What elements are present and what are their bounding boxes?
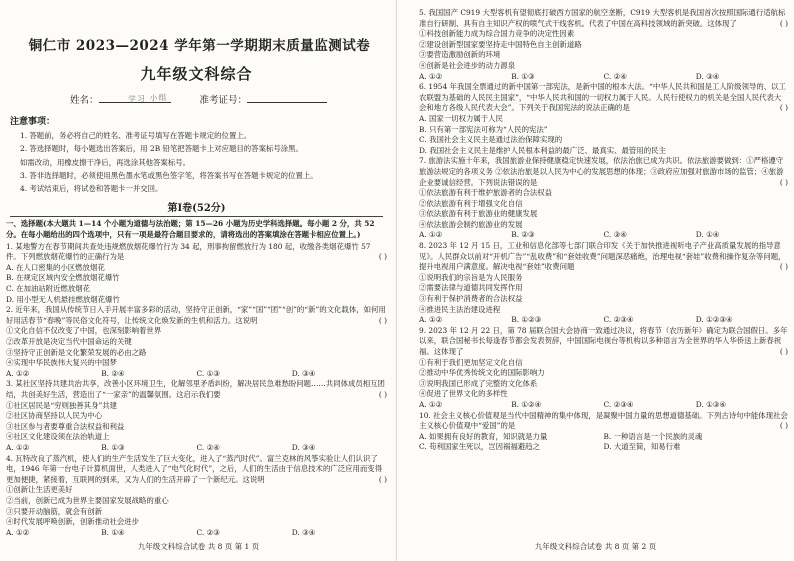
option: D. ③④ [291, 368, 316, 378]
option: C. ②④ [196, 442, 220, 452]
question-line: ④促进了世界文化的多样性 [419, 389, 508, 399]
option: C. ②③④ [603, 399, 634, 409]
option: C. 在加油站附近燃放烟花 [6, 284, 90, 294]
option: D. ①③④ [695, 399, 726, 409]
option: C. 苟利国家生死以，岂因祸福避趋之 [419, 442, 540, 452]
question-line: ③坚持守正创新是文化繁荣发展的必由之路 [6, 347, 147, 357]
question-line: ②依法旅游有利于增强文化自信 [419, 198, 523, 208]
ticket-label: 准考证号： [199, 95, 248, 106]
question-line: 4. 瓦特改良了蒸汽机，使人们的生产生活发生了巨大变化，进入了“蒸汽时代”。富兰克林的风筝实验让人们认识了电，1946 年第一台电子计算机面世，人类进入了“电气化时代”，之后，人们的生活由于信息技术的广泛应用而变得更加便捷，紧接着，互联网的到来，又为人们的生活开辟了一个新纪元。这说明 ( ) [6, 453, 387, 484]
question-line: 8. 2023 年 12 月 15 日，工业和信息化部等七部门联合印发《关于加快推进视听电子产业高质量发展的指导意见》。人民群众以前对“开机广告”“乱收费”和“套娃收费”问题深恶痛绝，治理电视“套娃”收费和操作复杂等问题，提升电视用户满意度。解决电视“套娃”收费问题 ( ) [419, 241, 788, 272]
notice-list [20, 129, 387, 195]
section-title: 第Ⅰ卷(52分) [167, 203, 226, 215]
question-line: ②改革开放是决定当代中国命运的关键 [6, 337, 132, 347]
option: D. ①④ [695, 230, 720, 240]
exam-title: 铜仁市 2023—2024 学年第一学期期末质量监测试卷 [28, 38, 371, 54]
option-row [6, 443, 387, 454]
question-line: ④时代发展呼唤创新，创新推动社会进步 [6, 517, 140, 527]
question-line: ④创新是社会进步的动力源泉 [419, 60, 516, 70]
question-line: 9. 2023 年 12 月 22 日，第 78 届联合国大会协商一致通过决议，将春节（农历新年）确定为联合国假日。多年以来，联合国秘书长每逢春节都会发表贺辞，中国国际电视台等机构以多种语言为全世界的华人华侨送上新春祝福。这体现了 ( ) [419, 325, 788, 356]
option: B. ①②④ [511, 399, 542, 409]
question-line: ④推进民主法治建设进程 [419, 304, 501, 314]
name-line [70, 92, 387, 106]
right-questions [419, 8, 788, 453]
notice-item: 3. 答非选择题时，必须使用黑色墨水笔或黑色签字笔，将答案书写在答题卡规定的位置上。 [20, 170, 318, 180]
option-row [6, 369, 387, 380]
option: B. 只有第一部宪法可称为“人民的宪法” [419, 124, 548, 134]
option: D. ③④ [695, 71, 720, 81]
question-line: ④实现中华民族伟大复兴的中国梦 [6, 358, 117, 368]
option: B. 在规定区域内安全燃放烟花爆竹 [6, 273, 120, 283]
question-line: ①社区居民是“穷则独善其身”共建 [6, 400, 118, 410]
handwriting-mark: 学习 小组 [127, 92, 168, 105]
option-row [419, 72, 788, 83]
right-column [419, 8, 788, 453]
option: A. ①② [419, 71, 443, 81]
answer-paren: ( ) [779, 103, 788, 113]
answer-paren: ( ) [378, 252, 387, 262]
answer-paren: ( ) [378, 315, 387, 325]
left-column [6, 8, 387, 538]
option-row [419, 230, 788, 241]
question-line: ②当前，创新已成为世界主要国家发展战略的重心 [6, 495, 169, 505]
option: C. ②③④ [603, 315, 634, 325]
answer-paren: ( ) [779, 347, 788, 356]
ticket-blank [247, 102, 327, 103]
answer-paren: ( ) [779, 262, 788, 272]
answer-paren: ( ) [779, 421, 788, 431]
question-line: ③只要开动脑筋，就会有创新 [6, 506, 103, 516]
question-line: ②社区协商坚持以人民为中心 [6, 411, 103, 421]
question-line: ②推动中华优秀传统文化的国际影响力 [419, 368, 545, 378]
option: A. ①② [419, 230, 443, 240]
name-label: 姓名： [70, 95, 99, 106]
option: B. ②③ [511, 230, 535, 240]
question-line: ②需要法律与道德共同发挥作用 [419, 283, 523, 293]
option: B. ①③ [101, 442, 125, 452]
question-line: ③依法旅游有利于旅游业的健康发展 [419, 209, 538, 219]
option: C. 我国社会主义民主是通过法治保障实现的 [419, 135, 563, 145]
question-line: ④依法旅游会制约旅游业的发展 [419, 219, 523, 229]
option-row [419, 400, 788, 411]
left-questions [6, 242, 387, 539]
notice-item: 2. 答选择题时，每小题选出答案后，用 2B 铅笔把答题卡上对应题目的答案标号涂黑。 [20, 144, 303, 154]
answer-paren: ( ) [378, 389, 387, 399]
question-line: ③社区参与者要尊重合法权益和利益 [6, 421, 125, 431]
option: A. 在人口密集的小区燃放烟花 [6, 262, 105, 272]
option: A. ①② [419, 315, 443, 325]
question-line: ④社区文化建设须在法治轨道上 [6, 432, 110, 442]
footer-right: 九年级文科综合试卷 共 8 页 第 2 页 [534, 542, 657, 551]
option: C. ③④ [603, 230, 627, 240]
option-row [419, 315, 788, 326]
option: B. 一种语言是一个民族的灵魂 [603, 431, 703, 441]
question-line: ①文化自信不仅改变了中国，也深刻影响着世界 [6, 326, 162, 336]
answer-paren: ( ) [779, 18, 788, 28]
question-line: ①科技创新能力成为综合国力竞争的决定性因素 [419, 29, 575, 39]
option: D. 大道至简，知易行难 [603, 442, 681, 452]
option: B. ①④ [101, 527, 125, 537]
option: A. 如果拥有良好的教育，知识就是力量 [419, 431, 548, 441]
notice-heading: 注意事项： [10, 117, 56, 127]
question-line: ②建设创新型国家要坚持走中国特色自主创新道路 [419, 39, 582, 49]
option-row [6, 528, 387, 539]
question-line: ①有利于我们更加坚定文化自信 [419, 357, 523, 367]
notice-item: 1. 答题前，务必将自己的姓名、准考证号填写在答题卡规定的位置上。 [20, 131, 252, 140]
option: D. ③④ [291, 442, 316, 452]
question-line: 1. 某地警方在春节期间共查处违规燃放烟花爆竹行为 34 起，刑事拘留燃放行为 180 起，收缴各类烟花爆竹 57 件。下列燃放烟花爆竹的正确行为是 ( ) [6, 241, 387, 262]
notice-item: 4. 考试结束后，将试卷和答题卡一并交回。 [20, 184, 163, 194]
option: D. 用小型无人机悬挂燃放烟花爆竹 [6, 294, 120, 304]
question-line: 5. 我国国产 C919 大型客机有望彻底打破西方国家的航空垄断，C919 大型客机是我国首次按照国际通行适航标准自行研制、具有自主知识产权的喷气式干线客机。代表了中国在高科技领域的新突破。这体现了 ( ) [419, 8, 788, 28]
question-line: ③要营造激励创新的环境 [419, 50, 501, 60]
question-line: 3. 某社区坚持共建共治共享，改善小区环境卫生，化解邻里矛盾纠纷，解决居民急难愁盼问题……共同体成员相互团结，共创美好生活，营造出了“一家亲”的温馨氛围。这启示我们要 ( ) [6, 379, 387, 399]
notice-item: 如需改动，用橡皮擦干净后，再选涂其他答案标号。 [20, 157, 190, 167]
section-rule [10, 216, 383, 217]
option: A. ①② [6, 442, 30, 452]
option: C. ②④ [603, 71, 627, 81]
answer-paren: ( ) [779, 177, 788, 187]
option: D. 我国社会主义民主是维护人民根本利益的最广泛、最真实、最管用的民主 [419, 145, 666, 155]
question-line: 6. 1954 年我国全票通过的新中国第一部宪法，是新中国的根本大法。“中华人民共和国是工人阶级领导的、以工农联盟为基础的人民民主国家”，“中华人民共和国的一切权力属于人民。人民行使权力的机关是全国人民代表大会和地方各级人民代表大会”。下列关于我国宪法的说法正确的是 ( ) [419, 82, 788, 113]
question-line: ③说明我国已形成了完整的文化体系 [419, 378, 538, 388]
option: A. ①② [6, 368, 30, 378]
option: C. ①③ [196, 368, 220, 378]
footer-left: 九年级文科综合试卷 共 8 页 第 1 页 [137, 542, 260, 551]
option: B. ②④ [101, 368, 125, 378]
page-right [397, 0, 794, 561]
question-line: ①说明我们的宗旨是为人民服务 [419, 272, 523, 282]
option: A. ①② [419, 399, 443, 409]
question-line: 2. 近年来，我国从传统节日入手开展丰富多彩的活动，坚持守正创新，“家”“国”“团”“创”的“新”的文化载体，如何用好用活春节“春晚”等民俗文化符号，让传统文化焕发新的生机和活力。这说明 ( ) [6, 305, 387, 325]
question-line: ①创新让生活更美好 [6, 485, 73, 495]
section-instruction: 一、选择题(本大题共 1—14 个小题为道德与法治题；第 15—26 小题为历史学科选择题。每小题 2 分，共 52 分。在每小题给出的四个选项中，只有一项是最符合题目要求的，请将选出的答案填涂在答题卡相应位置上。) [6, 219, 375, 240]
question-line: 7. 旅游法实施十年来，我国旅游业保持健康稳定快速发展，依法治旅已成为共识。依法旅游要做到：①严格遵守旅游法规定的各项义务 ②依法治旅是以人民为中心的发展思想的体现；③政府应加强对旅游市场的监管；④旅游企业要诚信经营。下列说法错误的是 ( ) [419, 156, 788, 187]
question-line: ①依法旅游有利于维护旅游者的合法权益 [419, 188, 553, 198]
option: A. ①② [6, 527, 30, 537]
option: B. ①③ [511, 71, 535, 81]
question-line: ③有利于保护消费者的合法权益 [419, 294, 523, 304]
option: B. ①②③ [511, 315, 542, 325]
option: D. ③④ [291, 527, 316, 537]
answer-paren: ( ) [378, 474, 387, 484]
option: D. ①②③④ [695, 315, 733, 325]
option-row [419, 432, 788, 453]
option: A. 国家一切权力属于人民 [419, 113, 503, 123]
option: C. ②③ [196, 527, 220, 537]
exam-subject: 九年级文科综合 [140, 65, 253, 83]
question-line: 10. 社会主义核心价值观是当代中国精神的集中体现，是凝聚中国力量的思想道德基础。下列古诗句中能体现社会主义核心价值观中“爱国”的是 ( ) [419, 410, 788, 431]
